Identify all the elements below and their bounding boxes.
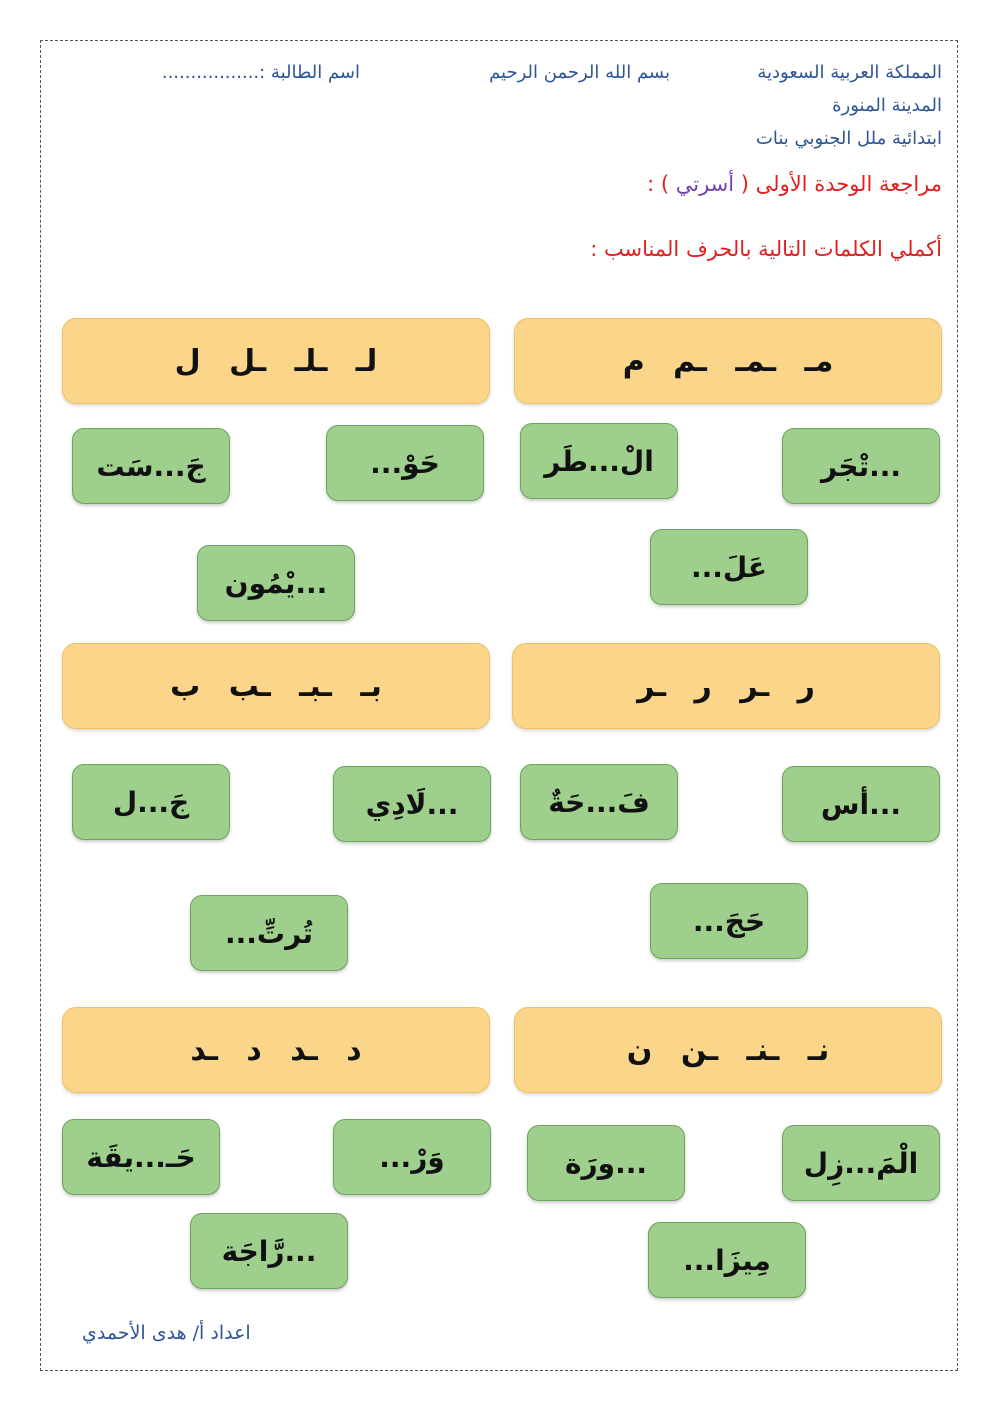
review-title-start: مراجعة الوحدة الأولى ( xyxy=(740,172,942,196)
letter-box-dal xyxy=(62,1007,490,1093)
word-card[interactable]: الْ...طَر xyxy=(520,423,678,499)
letter-box-ra xyxy=(512,643,940,729)
word-card[interactable]: ...يْمُون xyxy=(197,545,355,621)
word-card[interactable]: ...تْجَر xyxy=(782,428,940,504)
word-card[interactable]: حَجَ... xyxy=(650,883,808,959)
letter-forms-ra: ر ـر ر ـر xyxy=(637,668,815,704)
word-card[interactable]: جَ...سَت xyxy=(72,428,230,504)
letter-box-noon xyxy=(514,1007,942,1093)
word-card[interactable]: ...رَّاجَة xyxy=(190,1213,348,1289)
word-card[interactable]: الْمَ...زِل xyxy=(782,1125,940,1201)
instruction: أكملي الكلمات التالية بالحرف المناسب : xyxy=(590,237,942,261)
review-title-word: أسرتي xyxy=(675,172,735,196)
letter-forms-dal: د ـد د ـد xyxy=(190,1032,362,1068)
word-card[interactable]: حَوْ... xyxy=(326,425,484,501)
word-card[interactable]: ...لَادِي xyxy=(333,766,491,842)
header-school: ابتدائية ملل الجنوبي بنات xyxy=(755,128,942,149)
word-card[interactable]: فَ...حَةٌ xyxy=(520,764,678,840)
word-card[interactable]: وَرْ... xyxy=(333,1119,491,1195)
letter-box-meem xyxy=(514,318,942,404)
letter-box-ba xyxy=(62,643,490,729)
word-card[interactable]: جَ...ل xyxy=(72,764,230,840)
letter-forms-noon: نـ ـنـ ـن ن xyxy=(626,1032,830,1068)
letter-forms-ba: بـ ـبـ ـب ب xyxy=(170,668,382,704)
header-city: المدينة المنورة xyxy=(832,95,942,116)
author-credit: اعداد أ/ هدى الأحمدي xyxy=(82,1322,251,1344)
header-country: المملكة العربية السعودية xyxy=(757,62,942,83)
letter-forms-lam: لـ ـلـ ـل ل xyxy=(174,343,378,379)
header-basmala: بسم الله الرحمن الرحيم xyxy=(489,62,670,83)
student-name-field[interactable]: اسم الطالبة :................. xyxy=(161,62,360,83)
word-card[interactable]: مِيزَا... xyxy=(648,1222,806,1298)
word-card[interactable]: ...أس xyxy=(782,766,940,842)
word-card[interactable]: تُرتِّ... xyxy=(190,895,348,971)
word-card[interactable]: ...ورَة xyxy=(527,1125,685,1201)
letter-box-lam xyxy=(62,318,490,404)
word-card[interactable]: حَـ...يقَة xyxy=(62,1119,220,1195)
review-title-end: ) : xyxy=(647,172,670,196)
review-title xyxy=(647,172,942,196)
letter-forms-meem: مـ ـمـ ـم م xyxy=(622,343,834,379)
word-card[interactable]: عَلَ... xyxy=(650,529,808,605)
